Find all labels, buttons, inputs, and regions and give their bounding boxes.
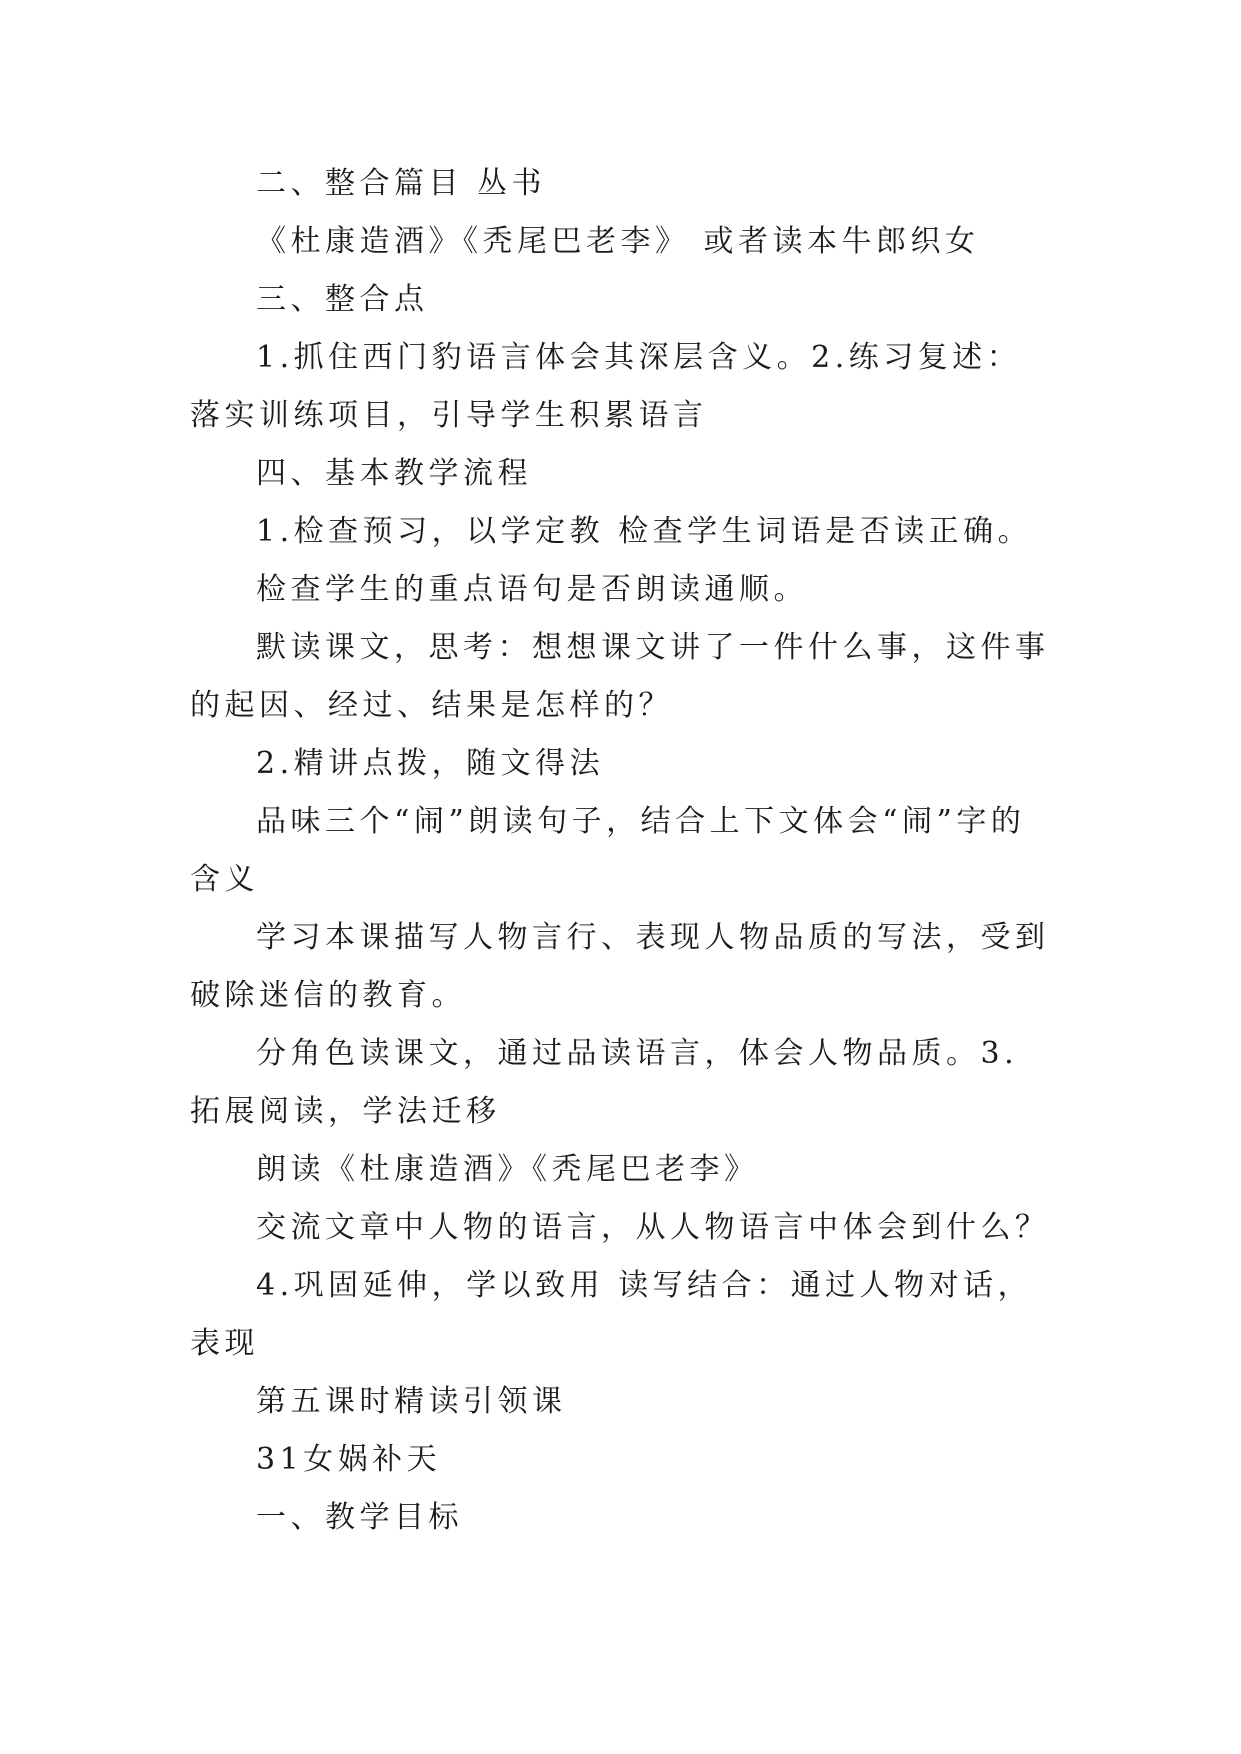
paragraph-integration-points: 1.抓住西门豹语言体会其深层含义。2.练习复述：落实训练项目，引导学生积累语言 [190,340,1022,433]
paragraph-read-aloud: 朗读《杜康造酒》《秃尾巴老李》 [256,1152,759,1187]
paragraph-step-1: 1.检查预习，以学定教 检查学生词语是否读正确。 [256,514,1033,549]
paragraph-reading-list: 《杜康造酒》《秃尾巴老李》 或者读本牛郎织女 [256,224,980,259]
section-heading-integrated-texts: 二、整合篇目 丛书 [256,166,547,201]
paragraph-savor-words: 品味三个“闹”朗读句子，结合上下文体会“闹”字的含义 [190,804,1026,897]
paragraph-discussion: 交流文章中人物的语言，从人物语言中体会到什么？ [256,1210,1050,1245]
paragraph-step-2: 2.精讲点拨，随文得法 [256,746,605,781]
paragraph-role-reading: 分角色读课文，通过品读语言，体会人物品质。3.拓展阅读，学法迁移 [190,1036,1019,1129]
section-heading-integration-points: 三、整合点 [256,282,429,317]
section-heading-teaching-goals: 一、教学目标 [256,1500,463,1535]
lesson-title: 第五课时精读引领课 [256,1384,567,1419]
text-title: 31女娲补天 [256,1442,442,1477]
paragraph-step-4: 4.巩固延伸，学以致用 读写结合：通过人物对话，表现 [190,1268,1033,1361]
paragraph-writing-method: 学习本课描写人物言行、表现人物品质的写法，受到破除迷信的教育。 [190,920,1050,1013]
paragraph-silent-reading: 默读课文，思考：想想课文讲了一件什么事，这件事的起因、经过、结果是怎样的？ [190,630,1050,723]
section-heading-teaching-process: 四、基本教学流程 [256,456,532,491]
paragraph-check-sentences: 检查学生的重点语句是否朗读通顺。 [256,572,808,607]
